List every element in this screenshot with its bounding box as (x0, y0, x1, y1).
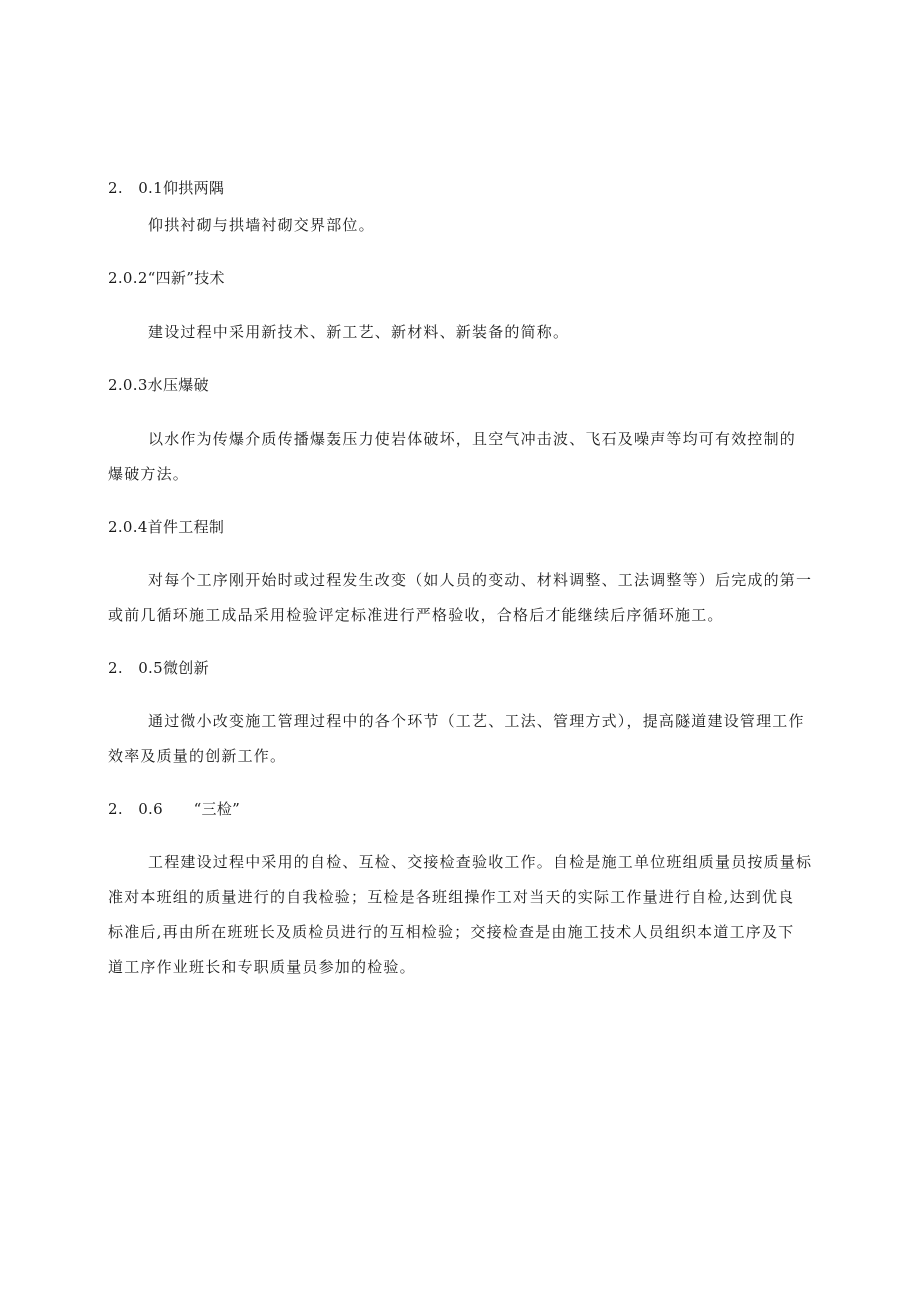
section-body-2-0-6 (108, 845, 836, 985)
section-heading-2-0-2: 2.0.2“四新”技术 (108, 269, 225, 287)
section-heading-2-0-5: 2. 0.5微创新 (108, 659, 209, 677)
section-heading-2-0-6: 2. 0.6 “三检” (108, 800, 241, 818)
body-line: 准对本班组的质量进行的自我检验；互检是各班组操作工对当天的实际工作量进行自检,达到优良 (108, 888, 795, 906)
section-body-2-0-2 (108, 315, 836, 350)
body-line: 道工序作业班长和专职质量员参加的检验。 (108, 958, 416, 976)
body-line: 通过微小改变施工管理过程中的各个环节（工艺、工法、管理方式），提高隧道建设管理工作 (148, 712, 805, 730)
section-body-2-0-4 (108, 563, 836, 633)
body-line: 标准后,再由所在班班长及质检员进行的互相检验；交接检查是由施工技术人员组织本道工序及下 (108, 923, 795, 941)
section-heading-2-0-4: 2.0.4首件工程制 (108, 518, 225, 536)
section-body-2-0-1 (108, 208, 836, 243)
body-line: 建设过程中采用新技术、新工艺、新材料、新装备的简称。 (148, 323, 570, 341)
body-line: 以水作为传爆介质传播爆轰压力使岩体破坏，且空气冲击波、飞石及噪声等均可有效控制的 (148, 430, 797, 448)
body-line: 仰拱衬砌与拱墙衬砌交界部位。 (148, 216, 375, 234)
section-body-2-0-5 (108, 704, 836, 774)
body-line: 爆破方法。 (108, 465, 190, 483)
section-heading-2-0-1: 2. 0.1仰拱两隅 (108, 179, 225, 197)
section-heading-2-0-3: 2.0.3水压爆破 (108, 376, 209, 394)
body-line: 效率及质量的创新工作。 (108, 747, 287, 765)
section-body-2-0-3 (108, 422, 836, 492)
body-line: 工程建设过程中采用的自检、互检、交接检查验收工作。自检是施工单位班组质量员按质量标 (148, 853, 813, 871)
body-line: 或前几循环施工成品采用检验评定标准进行严格验收，合格后才能继续后序循环施工。 (108, 606, 724, 624)
body-line: 对每个工序刚开始时或过程发生改变（如人员的变动、材料调整、工法调整等）后完成的第一 (148, 571, 813, 589)
